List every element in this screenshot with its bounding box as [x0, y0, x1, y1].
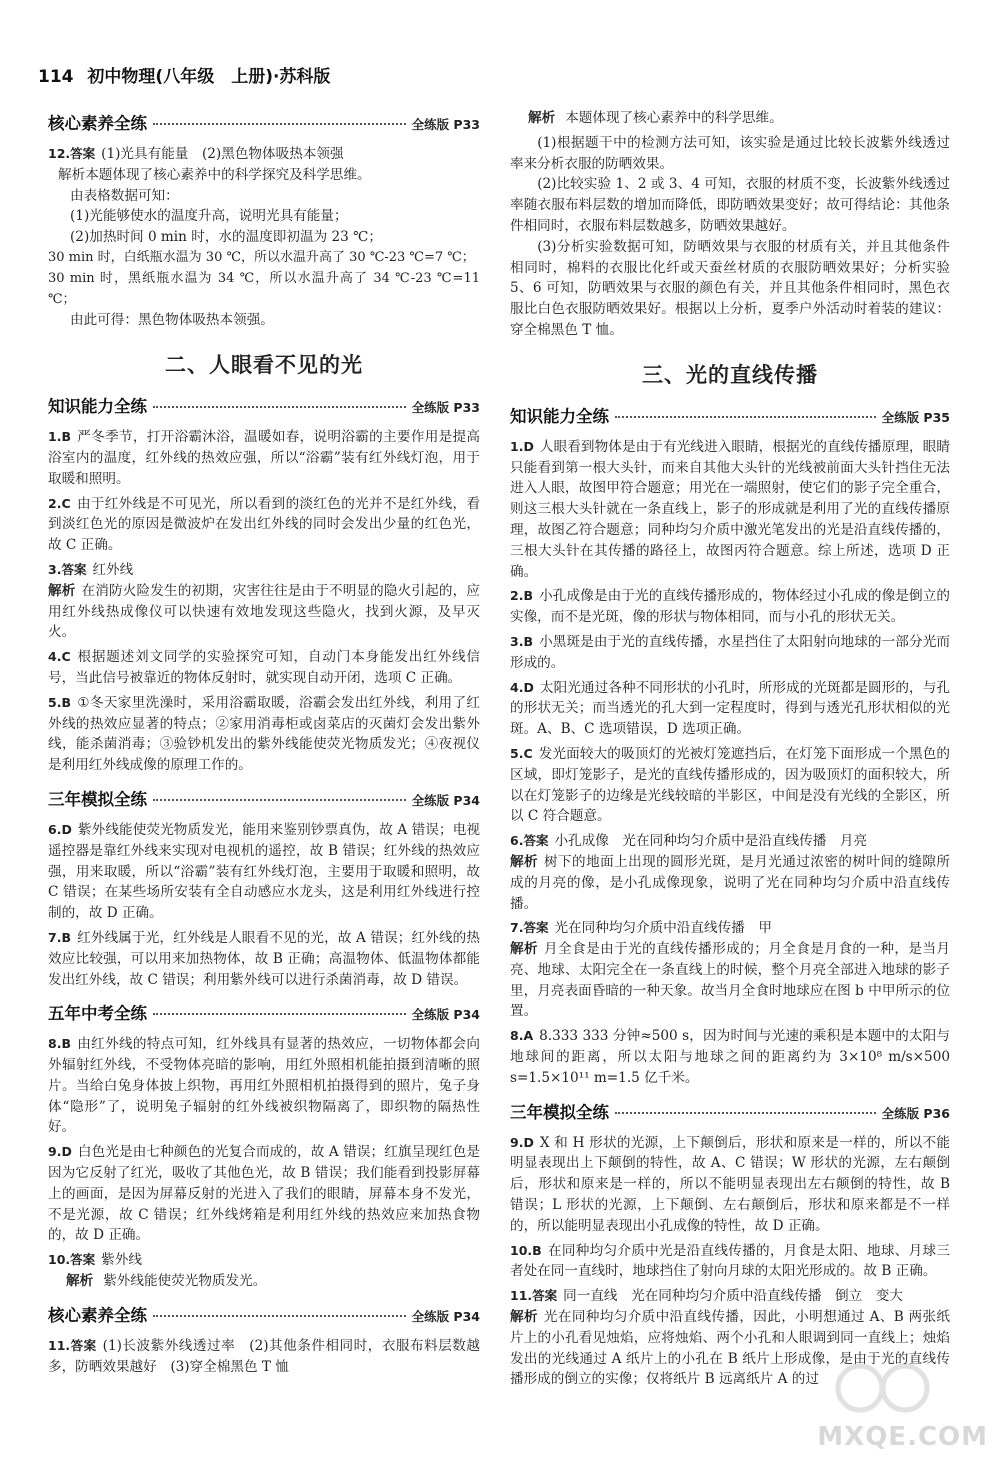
answer-item	[510, 831, 950, 852]
item-answer: (1)光具有能量 (2)黑色物体吸热本领强	[101, 146, 344, 162]
section-ref: 全练版 P34	[411, 1007, 480, 1023]
dotted-leader	[153, 1315, 406, 1317]
item-text: 光在同种均匀介质中沿直线传播，因此，小明想通过 A、B 两张纸片上的小孔看见烛焰，应将烛焰、两个小孔和人眼调到同一直线上；烛焰发出的光线通过 A 纸片上的小孔在 B 纸片上形成像，是由于光的直线传播形成的倒立的实像；仅将纸片 B 远离纸片 A 的过	[510, 1309, 950, 1388]
explanation-line: (2)加热时间 0 min 时，水的温度即初温为 23 ℃；	[70, 229, 382, 246]
watermark-logo-icon	[830, 1348, 950, 1428]
item-answer: 同一直线 光在同种均匀介质中沿直线传播 倒立 变大	[563, 1288, 903, 1305]
item-number: 9.D	[48, 1144, 72, 1160]
item-number: 6.D	[48, 821, 72, 837]
item-number: 5.C	[510, 745, 533, 761]
section-ref: 全练版 P33	[411, 400, 480, 416]
explanation-tag: 解析	[58, 166, 86, 183]
right-column	[510, 108, 950, 1394]
item-number: 4.C	[48, 649, 71, 665]
item-text: 8.333 333 分钟≈500 s，因为时间与光速的乘积是本题中的太阳与地球间的距离，所以太阳与地球之间的距离约为 3×10⁸ m/s×500 s=1.5×10¹¹ m=1.5 亿千米。	[510, 1028, 950, 1086]
item-number: 9.D	[510, 1134, 534, 1150]
item-text: 紫外线能使荧光物质发光。	[103, 1273, 267, 1290]
item-answer: 小孔成像 光在同种均匀介质中是沿直线传播 月亮	[554, 833, 868, 850]
item-text: 白色光是由七种颜色的光复合而成的，故 A 错误；红旗呈现红色是因为它反射了红光，吸收了其他色光，故 B 错误；我们能看到投影屏幕上的画面，是因为屏幕反射的光进入了我们的眼睛，屏幕本身不发光，不是光源，故 C 错误；红外线烤箱是利用红外线的热效应来加热食物的，故 D 正确。	[48, 1144, 480, 1244]
explanation-block	[510, 852, 950, 914]
section-heading	[48, 1302, 480, 1326]
item-number: 5.B	[48, 694, 71, 710]
item-text: 根据题述刘文同学的实验探究可知，自动门本身能发出红外线信号，当此信号被靠近的物体反射时，就实现自动开闭，选项 C 正确。	[48, 649, 480, 686]
explanation-paragraph: (1)根据题干中的检测方法可知，该实验是通过比较长波紫外线透过率来分析衣服的防晒效果。	[510, 134, 950, 172]
answer-item	[510, 678, 950, 740]
item-text: 小孔成像是由于光的直线传播形成的，物体经过小孔成的像是倒立的实像，而不是光斑，像的形状与物体相同，而与小孔的形状无关。	[510, 588, 950, 626]
item-text: 人眼看到物体是由于有光线进入眼睛，根据光的直线传播原理，眼睛只能看到第一根大头针，而来自其他大头针的光线被前面大头针挡住无法进入人眼，故图甲符合题意；用光在一端照射，使它们的影子完全重合，则这三根大头针就在一条直线上，影子的形成就是利用了光的直线传播原理，故图乙符合题意；同种均匀介质中激光笔发出的光是沿直线传播的，三根大头针在其传播的路径上，故图丙符合题意。综上所述，选项 D 正确。	[510, 438, 950, 580]
section-ref: 全练版 P33	[411, 117, 480, 132]
answer-item	[510, 437, 950, 583]
item-answer: 红外线	[92, 561, 134, 578]
item-text: 由红外线的特点可知，红外线具有显著的热效应，一切物体都会向外辐射红外线，不受物体亮暗的影响，用红外照相机能拍摄到清晰的照片。当给白兔身体披上织物，再用红外照相机拍摄得到的照片，兔子身体“隐形”了，说明兔子辐射的红外线被织物隔离了，即织物的隔热性好。	[48, 1036, 480, 1136]
item-text: 发光面较大的吸顶灯的光被灯笼遮挡后，在灯笼下面形成一个黑色的区域，即灯笼影子，是光的直线传播形成的，因为吸顶灯的面积较大，所以在灯笼影子的边缘是光线较暗的半影区，中间是没有光线的全影区，所以 C 符合题意。	[510, 745, 950, 825]
answer-item	[48, 144, 480, 165]
text: 本题体现了核心素养中的科学探究及科学思维。	[85, 166, 371, 183]
section-ref: 全练版 P34	[411, 792, 480, 808]
section-title: 核心素养全练	[48, 114, 147, 133]
explanation-line: (1)光能够使水的温度升高，说明光具有能量；	[70, 208, 348, 225]
answer-item	[48, 1034, 480, 1138]
left-column	[48, 100, 480, 1381]
item-number: 7.B	[48, 929, 71, 945]
explanation-tag: 解析	[528, 110, 556, 126]
dotted-leader	[153, 123, 406, 125]
section-title: 三年模拟全练	[510, 1102, 609, 1122]
item-text: 在同种均匀介质中光是沿直线传播的，月食是太阳、地球、月球三者处在同一直线时，地球挡住了射向月球的太阳光形成的。故 B 正确。	[510, 1242, 950, 1280]
item-number: 2.B	[510, 588, 533, 604]
item-number: 2.C	[48, 495, 71, 511]
section-heading	[48, 393, 480, 417]
page-header	[38, 62, 330, 87]
watermark-text: MXQE.COM	[817, 1422, 988, 1452]
answer-item	[48, 820, 480, 924]
explanation-block	[510, 108, 950, 129]
section-heading	[510, 1099, 950, 1123]
explanation-block	[510, 939, 950, 1022]
section-title: 知识能力全练	[48, 397, 147, 417]
answer-item	[48, 693, 480, 776]
section-heading	[48, 786, 480, 810]
page-number: 114	[38, 67, 74, 87]
item-number: 3.B	[510, 633, 533, 649]
section-ref: 全练版 P36	[881, 1105, 950, 1121]
answer-item	[48, 1250, 480, 1271]
item-number: 10.B	[510, 1242, 542, 1258]
answer-item	[510, 1026, 950, 1088]
answer-item	[510, 1241, 950, 1283]
item-text: 月全食是由于光的直线传播形成的；月全食是月食的一种，是当月亮、地球、太阳完全在一条直线上的时候，整个月亮全部进入地球的影子里，月亮表面昏暗的一种天象。故当月全食时地球应在图 b 中甲所示的位置。	[510, 941, 951, 1020]
item-text: 在消防火险发生的初期，灾害往往是由于不明显的隐火引起的，应用红外线热成像仪可以快速有效地发现这些隐火，找到火源，及早灭火。	[48, 582, 481, 641]
answer-item	[48, 560, 480, 581]
explanation-line	[58, 165, 480, 186]
answer-item	[510, 632, 950, 674]
item-number: 11.答案	[48, 1337, 97, 1353]
explanation-paragraph: (2)比较实验 1、2 或 3、4 可知，衣服的材质不变，长波紫外线透过率随衣服布料层数的增加而降低，即防晒效果变好；故可得结论：其他条件相同时，衣服布料层数越多，防晒效果越好。	[510, 176, 950, 234]
item-text: 由于红外线是不可见光，所以看到的淡红色的光并不是红外线，看到淡红色光的原因是微波炉在发出红外线的同时会发出少量的红色光，故 C 正确。	[48, 495, 480, 554]
item-answer: 光在同种均匀介质中沿直线传播 甲	[554, 920, 772, 937]
dotted-leader	[153, 799, 406, 801]
explanation-tag: 解析	[510, 941, 539, 958]
item-number: 1.D	[510, 438, 534, 454]
item-number: 11.答案	[510, 1288, 558, 1304]
item-text: 红外线属于光，红外线是人眼看不见的光，故 A 错误；红外线的热效应比较强，可以用来加热物体，故 B 正确；高温物体、低温物体都能发出红外线，故 C 错误；利用紫外线可以进行杀菌消毒，故 D 错误。	[48, 929, 480, 988]
item-text: 严冬季节，打开浴霸沐浴，温暖如春，说明浴霸的主要作用是提高浴室内的温度，红外线的热效应强，所以“浴霸”装有红外线灯泡，用于取暖和照明。	[48, 429, 480, 487]
answer-item	[48, 647, 480, 689]
explanation-tag: 解析	[48, 582, 76, 599]
chapter-title: 二、人眼看不见的光	[165, 353, 363, 378]
item-number: 8.A	[510, 1028, 534, 1044]
item-text: 小黑斑是由于光的直线传播，水星挡住了太阳射向地球的一部分光而形成的。	[510, 633, 950, 671]
item-number: 6.答案	[510, 833, 549, 849]
section-ref: 全练版 P34	[411, 1308, 480, 1324]
explanation-tag: 解析	[66, 1273, 94, 1290]
item-number: 12.答案	[48, 146, 96, 161]
item-number: 4.D	[510, 679, 534, 695]
answer-item	[48, 1336, 480, 1378]
explanation-block	[48, 581, 480, 643]
item-text: (1)长波紫外线透过率 (2)其他条件相同时，衣服布料层数越多，防晒效果越好 (3)穿全棉黑色 T 恤	[48, 1337, 480, 1375]
explanation-line: 由此可得：黑色物体吸热本领强。	[70, 312, 274, 329]
dotted-leader	[615, 1112, 876, 1114]
item-number: 7.答案	[510, 920, 549, 936]
answer-item	[48, 494, 480, 556]
section-title: 五年中考全练	[48, 1004, 147, 1024]
section-heading	[48, 1000, 480, 1024]
item-number: 3.答案	[48, 561, 87, 577]
dotted-leader	[153, 1013, 406, 1015]
item-number: 1.B	[48, 429, 71, 445]
answer-item	[510, 586, 950, 628]
explanation-paragraph: (3)分析实验数据可知，防晒效果与衣服的材质有关，并且其他条件相同时，棉料的衣服比化纤或天蚕丝材质的衣服防晒效果好；分析实验 5、6 可知，防晒效果与衣服的颜色有关，并且其他条件相同时，黑色衣服比白色衣服防晒效果好。根据以上分析，夏季户外活动时着装的建议：穿全棉黑色 T 恤。	[510, 238, 950, 338]
section-heading	[48, 110, 480, 134]
explanation-block	[48, 165, 480, 331]
item-text: 太阳光通过各种不同形状的小孔时，所形成的光斑都是圆形的，与孔的形状无关；而当透光的孔大到一定程度时，得到与透光孔形状相似的光斑。A、B、C 选项错误，D 选项正确。	[510, 679, 950, 738]
item-text: 紫外线能使荧光物质发光，能用来鉴别钞票真伪，故 A 错误；电视遥控器是靠红外线来实现对电视机的遥控，故 B 错误；红外线的热效应强，用来取暖，所以“浴霸”装有红外线灯泡，主要用于取暖和照明，故 C 错误；在某些场所安装有全自动感应水龙头，这是利用红外线进行控制的，故 D 正确。	[48, 821, 480, 922]
section-heading	[510, 403, 950, 427]
explanation-tag: 解析	[510, 853, 539, 870]
explanation-line	[528, 108, 950, 129]
dotted-leader	[153, 406, 406, 408]
item-text: X 和 H 形状的光源，上下颠倒后，形状和原来是一样的，所以不能明显表现出上下颠倒的特性，故 A、C 错误；W 形状的光源，左右颠倒后，形状和原来是一样的，所以不能明显表现出左右颠倒的特性，故 B 错误；L 形状的光源，上下颠倒、左右颠倒后，形状和原来都是不一样的，所以能明显表现出小孔成像的特性，故 D 正确。	[510, 1134, 950, 1234]
chapter-title: 三、光的直线传播	[642, 362, 818, 387]
text: 本题体现了核心素养中的科学思维。	[565, 110, 783, 126]
item-answer: 紫外线	[101, 1252, 142, 1269]
section-title: 核心素养全练	[48, 1305, 147, 1325]
answer-item	[48, 928, 480, 990]
section-title: 知识能力全练	[510, 406, 609, 426]
answer-item	[510, 744, 950, 827]
answer-item	[510, 918, 950, 939]
answer-item	[510, 1133, 950, 1237]
answer-item	[510, 1286, 950, 1307]
section-ref: 全练版 P35	[881, 409, 950, 425]
answer-item	[48, 427, 480, 489]
section-title: 三年模拟全练	[48, 789, 147, 809]
answer-item	[48, 1142, 480, 1246]
explanation-line: 30 min 时，白纸瓶水温为 30 ℃，所以水温升高了 30 ℃-23 ℃=7 ℃；	[48, 249, 475, 265]
item-number: 8.B	[48, 1036, 71, 1052]
explanation-line: 由表格数据可知：	[70, 187, 179, 204]
book-title: 初中物理(八年级 上册)·苏科版	[87, 67, 331, 87]
item-number: 10.答案	[48, 1252, 96, 1268]
dotted-leader	[615, 416, 876, 418]
item-text: 树下的地面上出现的圆形光斑，是月光通过浓密的树叶间的缝隙所成的月亮的像，是小孔成像现象，说明了光在同种均匀介质中沿直线传播。	[510, 853, 951, 912]
explanation-tag: 解析	[510, 1309, 538, 1326]
explanation-line: 30 min 时，黑纸瓶水温为 34 ℃，所以水温升高了 34 ℃-23 ℃=11 ℃；	[48, 270, 480, 307]
explanation-block	[48, 1271, 480, 1292]
item-text: ①冬天家里洗澡时，采用浴霸取暖，浴霸会发出红外线，利用了红外线的热效应显著的特点；②家用消毒柜或卤菜店的灭菌灯会发出紫外线，能杀菌消毒；③验钞机发出的紫外线能使荧光物质发光；④夜视仪是利用红外线成像的原理工作的。	[48, 694, 480, 774]
